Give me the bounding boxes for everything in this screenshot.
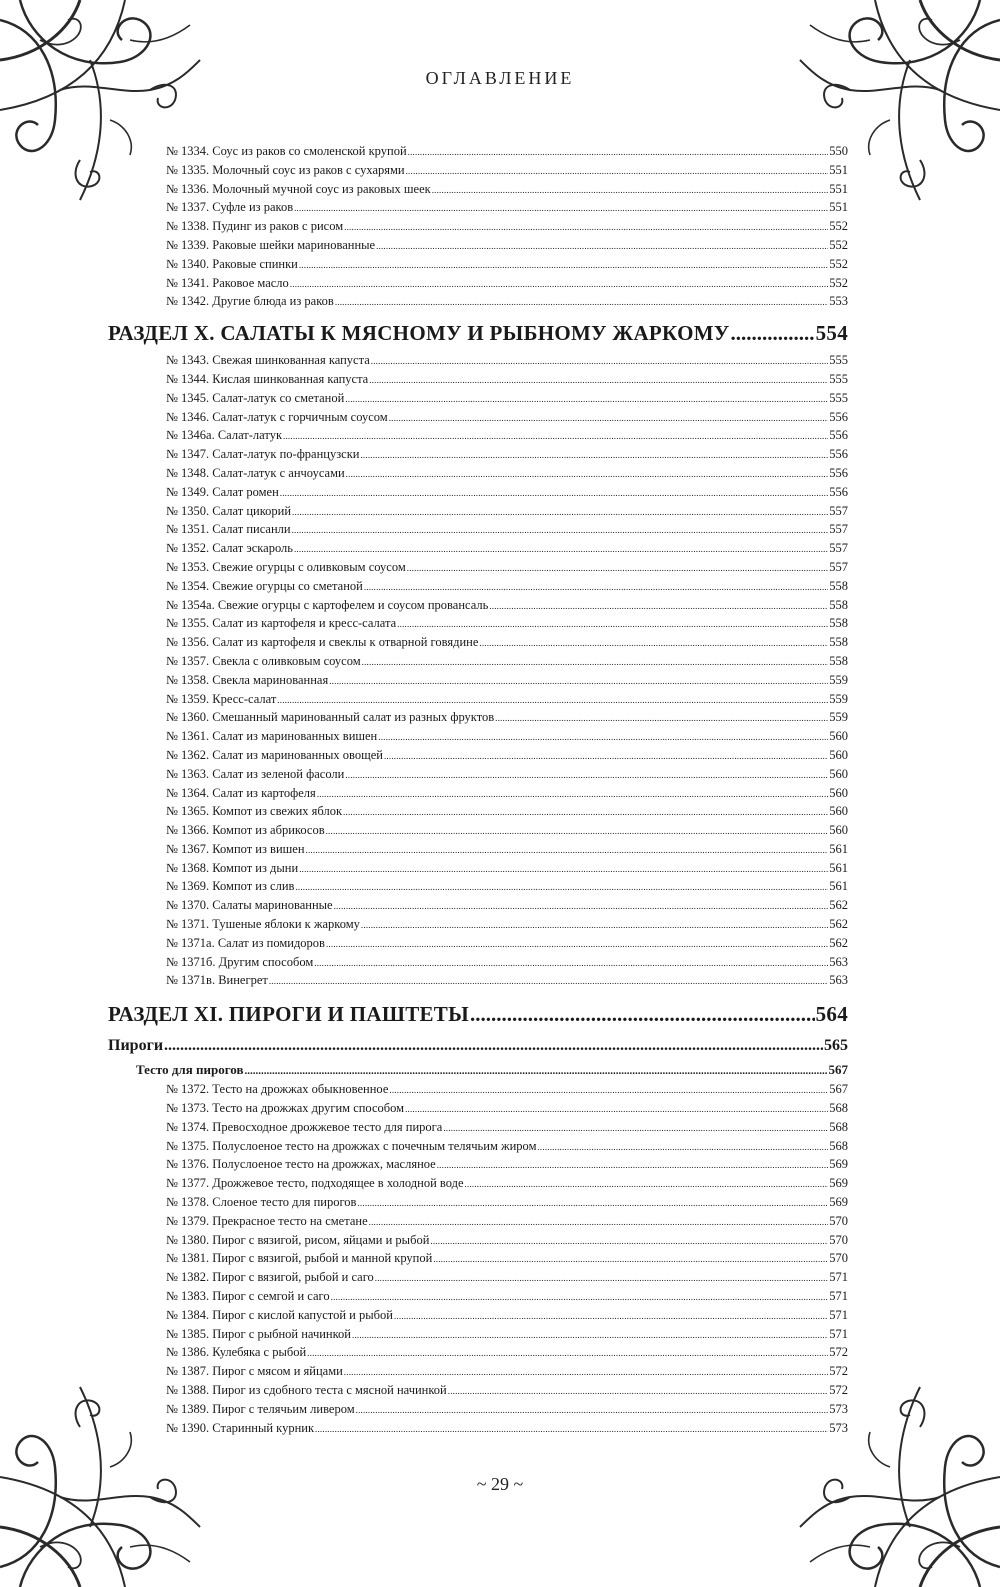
entry-page: 552 xyxy=(829,256,848,271)
dot-leader xyxy=(164,1032,823,1060)
entry-page: 556 xyxy=(829,409,848,424)
entry-page: 552 xyxy=(829,275,848,290)
entry-page: 572 xyxy=(829,1345,848,1360)
entry-title: № 1373. Тесто на дрожжах другим способом xyxy=(166,1101,405,1116)
table-of-contents xyxy=(108,142,848,1437)
dot-leader xyxy=(290,274,828,293)
entry-page: 557 xyxy=(829,503,848,518)
entry-page: 551 xyxy=(829,181,848,196)
toc-entry[interactable] xyxy=(108,274,848,293)
entry-title: № 1334. Соус из раков со смоленской крупой xyxy=(166,144,407,158)
entry-title: № 1348. Салат-латук с анчоусами xyxy=(166,465,345,480)
entry-title: № 1384. Пирог с кислой капустой и рыбой xyxy=(166,1307,393,1322)
entry-page: 568 xyxy=(829,1138,848,1153)
running-head: ОГЛАВЛЕНИЕ xyxy=(425,68,575,88)
entry-title: № 1368. Компот из дыни xyxy=(166,860,299,875)
toc-entry[interactable] xyxy=(108,426,848,445)
dot-leader xyxy=(315,1419,828,1438)
toc-entry[interactable] xyxy=(108,502,848,521)
dot-leader xyxy=(307,1343,828,1362)
toc-entry[interactable] xyxy=(108,370,848,389)
entry-title: № 1379. Прекрасное тесто на сметане xyxy=(166,1213,368,1228)
toc-group-section-xi xyxy=(108,1080,848,1437)
entry-title: № 1354. Свежие огурцы со сметаной xyxy=(166,578,363,593)
dot-leader xyxy=(356,1400,829,1419)
entry-title: № 1372. Тесто на дрожжах обыкновенное xyxy=(166,1082,389,1097)
dot-leader xyxy=(369,370,828,389)
entry-title: № 1339. Раковые шейки маринованные xyxy=(166,237,376,252)
entry-title: № 1389. Пирог с телячьим ливером xyxy=(166,1401,355,1416)
dot-leader xyxy=(371,351,828,370)
entry-title: № 1370. Салаты маринованные xyxy=(166,898,333,913)
subsubsection-heading[interactable] xyxy=(108,1060,848,1080)
entry-title: № 1357. Свекла с оливковым соусом xyxy=(166,653,361,668)
dot-leader xyxy=(360,445,828,464)
entry-page: 571 xyxy=(829,1289,848,1304)
entry-title: № 1375. Полуслоеное тесто на дрожжах с почечным телячьим жиром xyxy=(166,1138,537,1153)
toc-entry[interactable] xyxy=(108,708,848,727)
entry-page: 555 xyxy=(829,390,848,405)
dot-leader xyxy=(479,633,828,652)
entry-title: № 1371. Тушеные яблоки к жаркому xyxy=(166,917,360,932)
entry-page: 552 xyxy=(829,219,848,234)
dot-leader xyxy=(731,315,815,351)
dot-leader xyxy=(432,180,829,199)
dot-leader xyxy=(394,1306,828,1325)
entry-title: № 1371а. Салат из помидоров xyxy=(166,935,325,950)
toc-entry[interactable] xyxy=(108,746,848,765)
entry-title: № 1355. Салат из картофеля и кресс-салата xyxy=(166,616,397,631)
dot-leader xyxy=(433,1249,828,1268)
toc-entry[interactable] xyxy=(108,1268,848,1287)
entry-page: 562 xyxy=(829,935,848,950)
entry-page: 570 xyxy=(829,1232,848,1247)
toc-entry[interactable] xyxy=(108,896,848,915)
toc-entry[interactable] xyxy=(108,1287,848,1306)
page-number: ~ 29 ~ xyxy=(476,1474,524,1494)
entry-title: № 1369. Компот из слив xyxy=(166,879,295,894)
section-title: РАЗДЕЛ X. САЛАТЫ К МЯСНОМУ И РЫБНОМУ ЖАРКОМУ xyxy=(108,321,730,346)
entry-title: № 1377. Дрожжевое тесто, подходящее в холодной воде xyxy=(166,1176,464,1191)
entry-page: 553 xyxy=(829,294,848,309)
dot-leader xyxy=(495,708,828,727)
toc-entry[interactable] xyxy=(108,1362,848,1381)
entry-title: № 1374. Превосходное дрожжевое тесто для пирога xyxy=(166,1119,443,1134)
entry-title: № 1360. Смешанный маринованный салат из разных фруктов xyxy=(166,710,495,725)
entry-title: № 1353. Свежие огурцы с оливковым соусом xyxy=(166,559,406,574)
toc-entry[interactable] xyxy=(108,934,848,953)
entry-title: № 1349. Салат ромен xyxy=(166,484,279,499)
toc-entry[interactable] xyxy=(108,408,848,427)
entry-title: № 1344. Кислая шинкованная капуста xyxy=(166,371,369,386)
dot-leader xyxy=(295,877,828,896)
toc-entry[interactable] xyxy=(108,652,848,671)
toc-entry[interactable] xyxy=(108,1080,848,1099)
toc-entry[interactable] xyxy=(108,1249,848,1268)
toc-entry[interactable] xyxy=(108,539,848,558)
dot-leader xyxy=(397,614,828,633)
entry-page: 563 xyxy=(829,954,848,969)
subsection-heading[interactable] xyxy=(108,1032,848,1060)
dot-leader xyxy=(448,1381,829,1400)
toc-entry[interactable] xyxy=(108,142,848,161)
entry-page: 573 xyxy=(829,1401,848,1416)
dot-leader xyxy=(369,1212,829,1231)
toc-entry[interactable] xyxy=(108,236,848,255)
entry-title: № 1362. Салат из маринованных овощей xyxy=(166,747,383,762)
entry-title: № 1358. Свекла маринованная xyxy=(166,672,329,687)
entry-page: 560 xyxy=(829,729,848,744)
entry-title: № 1371в. Винегрет xyxy=(166,973,268,988)
entry-page: 561 xyxy=(829,841,848,856)
dot-leader xyxy=(430,1231,828,1250)
subsubsection-page: 567 xyxy=(828,1062,848,1078)
toc-group-section-x xyxy=(108,351,848,990)
toc-entry[interactable] xyxy=(108,690,848,709)
toc-entry[interactable] xyxy=(108,877,848,896)
dot-leader xyxy=(537,1137,828,1156)
entry-page: 551 xyxy=(829,162,848,177)
toc-entry[interactable] xyxy=(108,1099,848,1118)
entry-title: № 1354а. Свежие огурцы с картофелем и соусом провансаль xyxy=(166,597,489,612)
dot-leader xyxy=(470,996,815,1032)
toc-entry[interactable] xyxy=(108,1400,848,1419)
entry-title: № 1385. Пирог с рыбной начинкой xyxy=(166,1326,351,1341)
entry-title: № 1371б. Другим способом xyxy=(166,954,314,969)
section-heading[interactable] xyxy=(108,315,848,351)
entry-page: 558 xyxy=(829,653,848,668)
toc-group-top xyxy=(108,142,848,311)
toc-entry[interactable] xyxy=(108,292,848,311)
dot-leader xyxy=(361,915,828,934)
subsection-title: Пироги xyxy=(108,1037,164,1055)
entry-page: 557 xyxy=(829,541,848,556)
toc-entry[interactable] xyxy=(108,161,848,180)
dot-leader xyxy=(384,746,828,765)
toc-entry[interactable] xyxy=(108,633,848,652)
entry-page: 558 xyxy=(829,597,848,612)
dot-leader xyxy=(280,483,828,502)
dot-leader xyxy=(437,1155,829,1174)
entry-page: 562 xyxy=(829,917,848,932)
dot-leader xyxy=(343,802,828,821)
section-heading[interactable] xyxy=(108,996,848,1032)
dot-leader xyxy=(244,1060,827,1080)
dot-leader xyxy=(407,558,828,577)
entry-page: 558 xyxy=(829,616,848,631)
dot-leader xyxy=(352,1325,828,1344)
dot-leader xyxy=(375,1268,828,1287)
toc-entry[interactable] xyxy=(108,671,848,690)
toc-entry[interactable] xyxy=(108,1231,848,1250)
dot-leader xyxy=(299,255,828,274)
dot-leader xyxy=(405,1099,828,1118)
entry-page: 569 xyxy=(829,1195,848,1210)
toc-entry[interactable] xyxy=(108,915,848,934)
toc-entry[interactable] xyxy=(108,445,848,464)
dot-leader xyxy=(326,934,828,953)
entry-page: 558 xyxy=(829,578,848,593)
entry-title: № 1342. Другие блюда из раков xyxy=(166,294,334,309)
toc-entry[interactable] xyxy=(108,1306,848,1325)
entry-title: № 1382. Пирог с вязигой, рыбой и саго xyxy=(166,1270,374,1285)
entry-title: № 1390. Старинный курник xyxy=(166,1420,315,1435)
toc-entry[interactable] xyxy=(108,1381,848,1400)
dot-leader xyxy=(292,520,829,539)
entry-page: 557 xyxy=(829,522,848,537)
dot-leader xyxy=(389,1080,828,1099)
dot-leader xyxy=(345,389,828,408)
dot-leader xyxy=(345,765,828,784)
entry-page: 562 xyxy=(829,898,848,913)
section-page: 564 xyxy=(815,1002,848,1027)
entry-page: 569 xyxy=(829,1176,848,1191)
entry-title: № 1380. Пирог с вязигой, рисом, яйцами и рыбой xyxy=(166,1232,430,1247)
subsubsection-title: Тесто для пирогов xyxy=(136,1062,244,1078)
entry-title: № 1338. Пудинг из раков с рисом xyxy=(166,219,344,234)
dot-leader xyxy=(489,596,828,615)
toc-entry[interactable] xyxy=(108,765,848,784)
dot-leader xyxy=(269,971,828,990)
toc-entry[interactable] xyxy=(108,255,848,274)
dot-leader xyxy=(294,539,828,558)
entry-title: № 1343. Свежая шинкованная капуста xyxy=(166,353,370,368)
entry-title: № 1356. Салат из картофеля и свеклы к отварной говядине xyxy=(166,635,479,650)
section-title: РАЗДЕЛ XI. ПИРОГИ И ПАШТЕТЫ xyxy=(108,1002,470,1027)
section-page: 554 xyxy=(815,321,848,346)
entry-page: 556 xyxy=(829,447,848,462)
entry-title: № 1352. Салат эскароль xyxy=(166,541,293,556)
entry-title: № 1378. Слоеное тесто для пирогов xyxy=(166,1195,357,1210)
toc-entry[interactable] xyxy=(108,520,848,539)
toc-entry[interactable] xyxy=(108,217,848,236)
entry-title: № 1388. Пирог из сдобного теста с мясной начинкой xyxy=(166,1383,447,1398)
dot-leader xyxy=(389,408,829,427)
entry-page: 559 xyxy=(829,691,848,706)
entry-title: № 1367. Компот из вишен xyxy=(166,841,305,856)
dot-leader xyxy=(292,502,828,521)
dot-leader xyxy=(378,727,828,746)
entry-title: № 1365. Компот из свежих яблок xyxy=(166,804,343,819)
toc-entry[interactable] xyxy=(108,351,848,370)
entry-page: 568 xyxy=(829,1119,848,1134)
entry-page: 560 xyxy=(829,747,848,762)
entry-title: № 1346. Салат-латук с горчичным соусом xyxy=(166,409,388,424)
entry-title: № 1383. Пирог с семгой и саго xyxy=(166,1289,330,1304)
dot-leader xyxy=(283,426,828,445)
entry-page: 561 xyxy=(829,879,848,894)
toc-entry[interactable] xyxy=(108,577,848,596)
entry-page: 560 xyxy=(829,766,848,781)
entry-page: 571 xyxy=(829,1270,848,1285)
toc-entry[interactable] xyxy=(108,1137,848,1156)
toc-entry[interactable] xyxy=(108,1212,848,1231)
toc-entry[interactable] xyxy=(108,464,848,483)
dot-leader xyxy=(465,1174,829,1193)
toc-entry[interactable] xyxy=(108,1419,848,1438)
entry-page: 569 xyxy=(829,1157,848,1172)
entry-page: 560 xyxy=(829,785,848,800)
entry-page: 550 xyxy=(829,144,848,158)
dot-leader xyxy=(346,464,829,483)
dot-leader xyxy=(344,217,828,236)
toc-entry[interactable] xyxy=(108,821,848,840)
entry-title: № 1359. Кресс-салат xyxy=(166,691,277,706)
toc-entry[interactable] xyxy=(108,859,848,878)
dot-leader xyxy=(331,1287,829,1306)
entry-title: № 1381. Пирог с вязигой, рыбой и манной крупой xyxy=(166,1251,433,1266)
dot-leader xyxy=(299,859,828,878)
toc-entry[interactable] xyxy=(108,180,848,199)
entry-title: № 1386. Кулебяка с рыбой xyxy=(166,1345,307,1360)
toc-entry[interactable] xyxy=(108,784,848,803)
toc-entry[interactable] xyxy=(108,614,848,633)
subsection-page: 565 xyxy=(824,1037,848,1055)
dot-leader xyxy=(406,161,829,180)
toc-entry[interactable] xyxy=(108,1174,848,1193)
toc-entry[interactable] xyxy=(108,389,848,408)
entry-page: 570 xyxy=(829,1251,848,1266)
entry-title: № 1387. Пирог с мясом и яйцами xyxy=(166,1364,343,1379)
entry-page: 572 xyxy=(829,1383,848,1398)
dot-leader xyxy=(376,236,828,255)
entry-title: № 1337. Суфле из раков xyxy=(166,200,294,215)
toc-entry[interactable] xyxy=(108,802,848,821)
entry-title: № 1361. Салат из маринованных вишен xyxy=(166,729,378,744)
entry-title: № 1376. Полуслоеное тесто на дрожжах, масляное xyxy=(166,1157,436,1172)
entry-title: № 1364. Салат из картофеля xyxy=(166,785,316,800)
dot-leader xyxy=(443,1118,828,1137)
entry-page: 555 xyxy=(829,371,848,386)
dot-leader xyxy=(314,953,828,972)
entry-title: № 1347. Салат-латук по-французски xyxy=(166,447,360,462)
toc-entry[interactable] xyxy=(108,1343,848,1362)
entry-page: 560 xyxy=(829,804,848,819)
toc-entry[interactable] xyxy=(108,1155,848,1174)
dot-leader xyxy=(317,784,828,803)
entry-title: № 1336. Молочный мучной соус из раковых шеек xyxy=(166,181,431,196)
toc-entry[interactable] xyxy=(108,1193,848,1212)
toc-entry[interactable] xyxy=(108,727,848,746)
dot-leader xyxy=(326,821,829,840)
entry-page: 552 xyxy=(829,237,848,252)
entry-page: 573 xyxy=(829,1420,848,1435)
toc-entry[interactable] xyxy=(108,558,848,577)
entry-page: 551 xyxy=(829,200,848,215)
dot-leader xyxy=(364,577,828,596)
entry-page: 556 xyxy=(829,484,848,499)
toc-entry[interactable] xyxy=(108,953,848,972)
toc-entry[interactable] xyxy=(108,971,848,990)
toc-entry[interactable] xyxy=(108,483,848,502)
dot-leader xyxy=(357,1193,828,1212)
toc-entry[interactable] xyxy=(108,1118,848,1137)
dot-leader xyxy=(334,896,829,915)
toc-entry[interactable] xyxy=(108,840,848,859)
entry-page: 556 xyxy=(829,428,848,443)
entry-title: № 1345. Салат-латук со сметаной xyxy=(166,390,345,405)
entry-page: 570 xyxy=(829,1213,848,1228)
entry-title: № 1350. Салат цикорий xyxy=(166,503,292,518)
entry-title: № 1346а. Салат-латук xyxy=(166,428,283,443)
dot-leader xyxy=(329,671,828,690)
entry-page: 558 xyxy=(829,635,848,650)
entry-page: 557 xyxy=(829,559,848,574)
entry-page: 571 xyxy=(829,1326,848,1341)
entry-title: № 1341. Раковое масло xyxy=(166,275,289,290)
entry-page: 572 xyxy=(829,1364,848,1379)
dot-leader xyxy=(277,690,828,709)
entry-page: 563 xyxy=(829,973,848,988)
entry-title: № 1340. Раковые спинки xyxy=(166,256,298,271)
entry-page: 559 xyxy=(829,672,848,687)
entry-page: 560 xyxy=(829,823,848,838)
entry-title: № 1335. Молочный соус из раков с сухарями xyxy=(166,162,405,177)
entry-page: 556 xyxy=(829,465,848,480)
entry-page: 561 xyxy=(829,860,848,875)
dot-leader xyxy=(306,840,829,859)
entry-page: 555 xyxy=(829,353,848,368)
dot-leader xyxy=(335,292,828,311)
entry-title: № 1363. Салат из зеленой фасоли xyxy=(166,766,345,781)
toc-entry[interactable] xyxy=(108,1325,848,1344)
entry-page: 567 xyxy=(829,1082,848,1097)
entry-page: 571 xyxy=(829,1307,848,1322)
dot-leader xyxy=(294,198,828,217)
entry-title: № 1351. Салат писанли xyxy=(166,522,291,537)
dot-leader xyxy=(362,652,829,671)
entry-page: 568 xyxy=(829,1101,848,1116)
toc-entry[interactable] xyxy=(108,596,848,615)
dot-leader xyxy=(408,142,829,161)
entry-title: № 1366. Компот из абрикосов xyxy=(166,823,325,838)
toc-entry[interactable] xyxy=(108,198,848,217)
entry-page: 559 xyxy=(829,710,848,725)
dot-leader xyxy=(344,1362,828,1381)
